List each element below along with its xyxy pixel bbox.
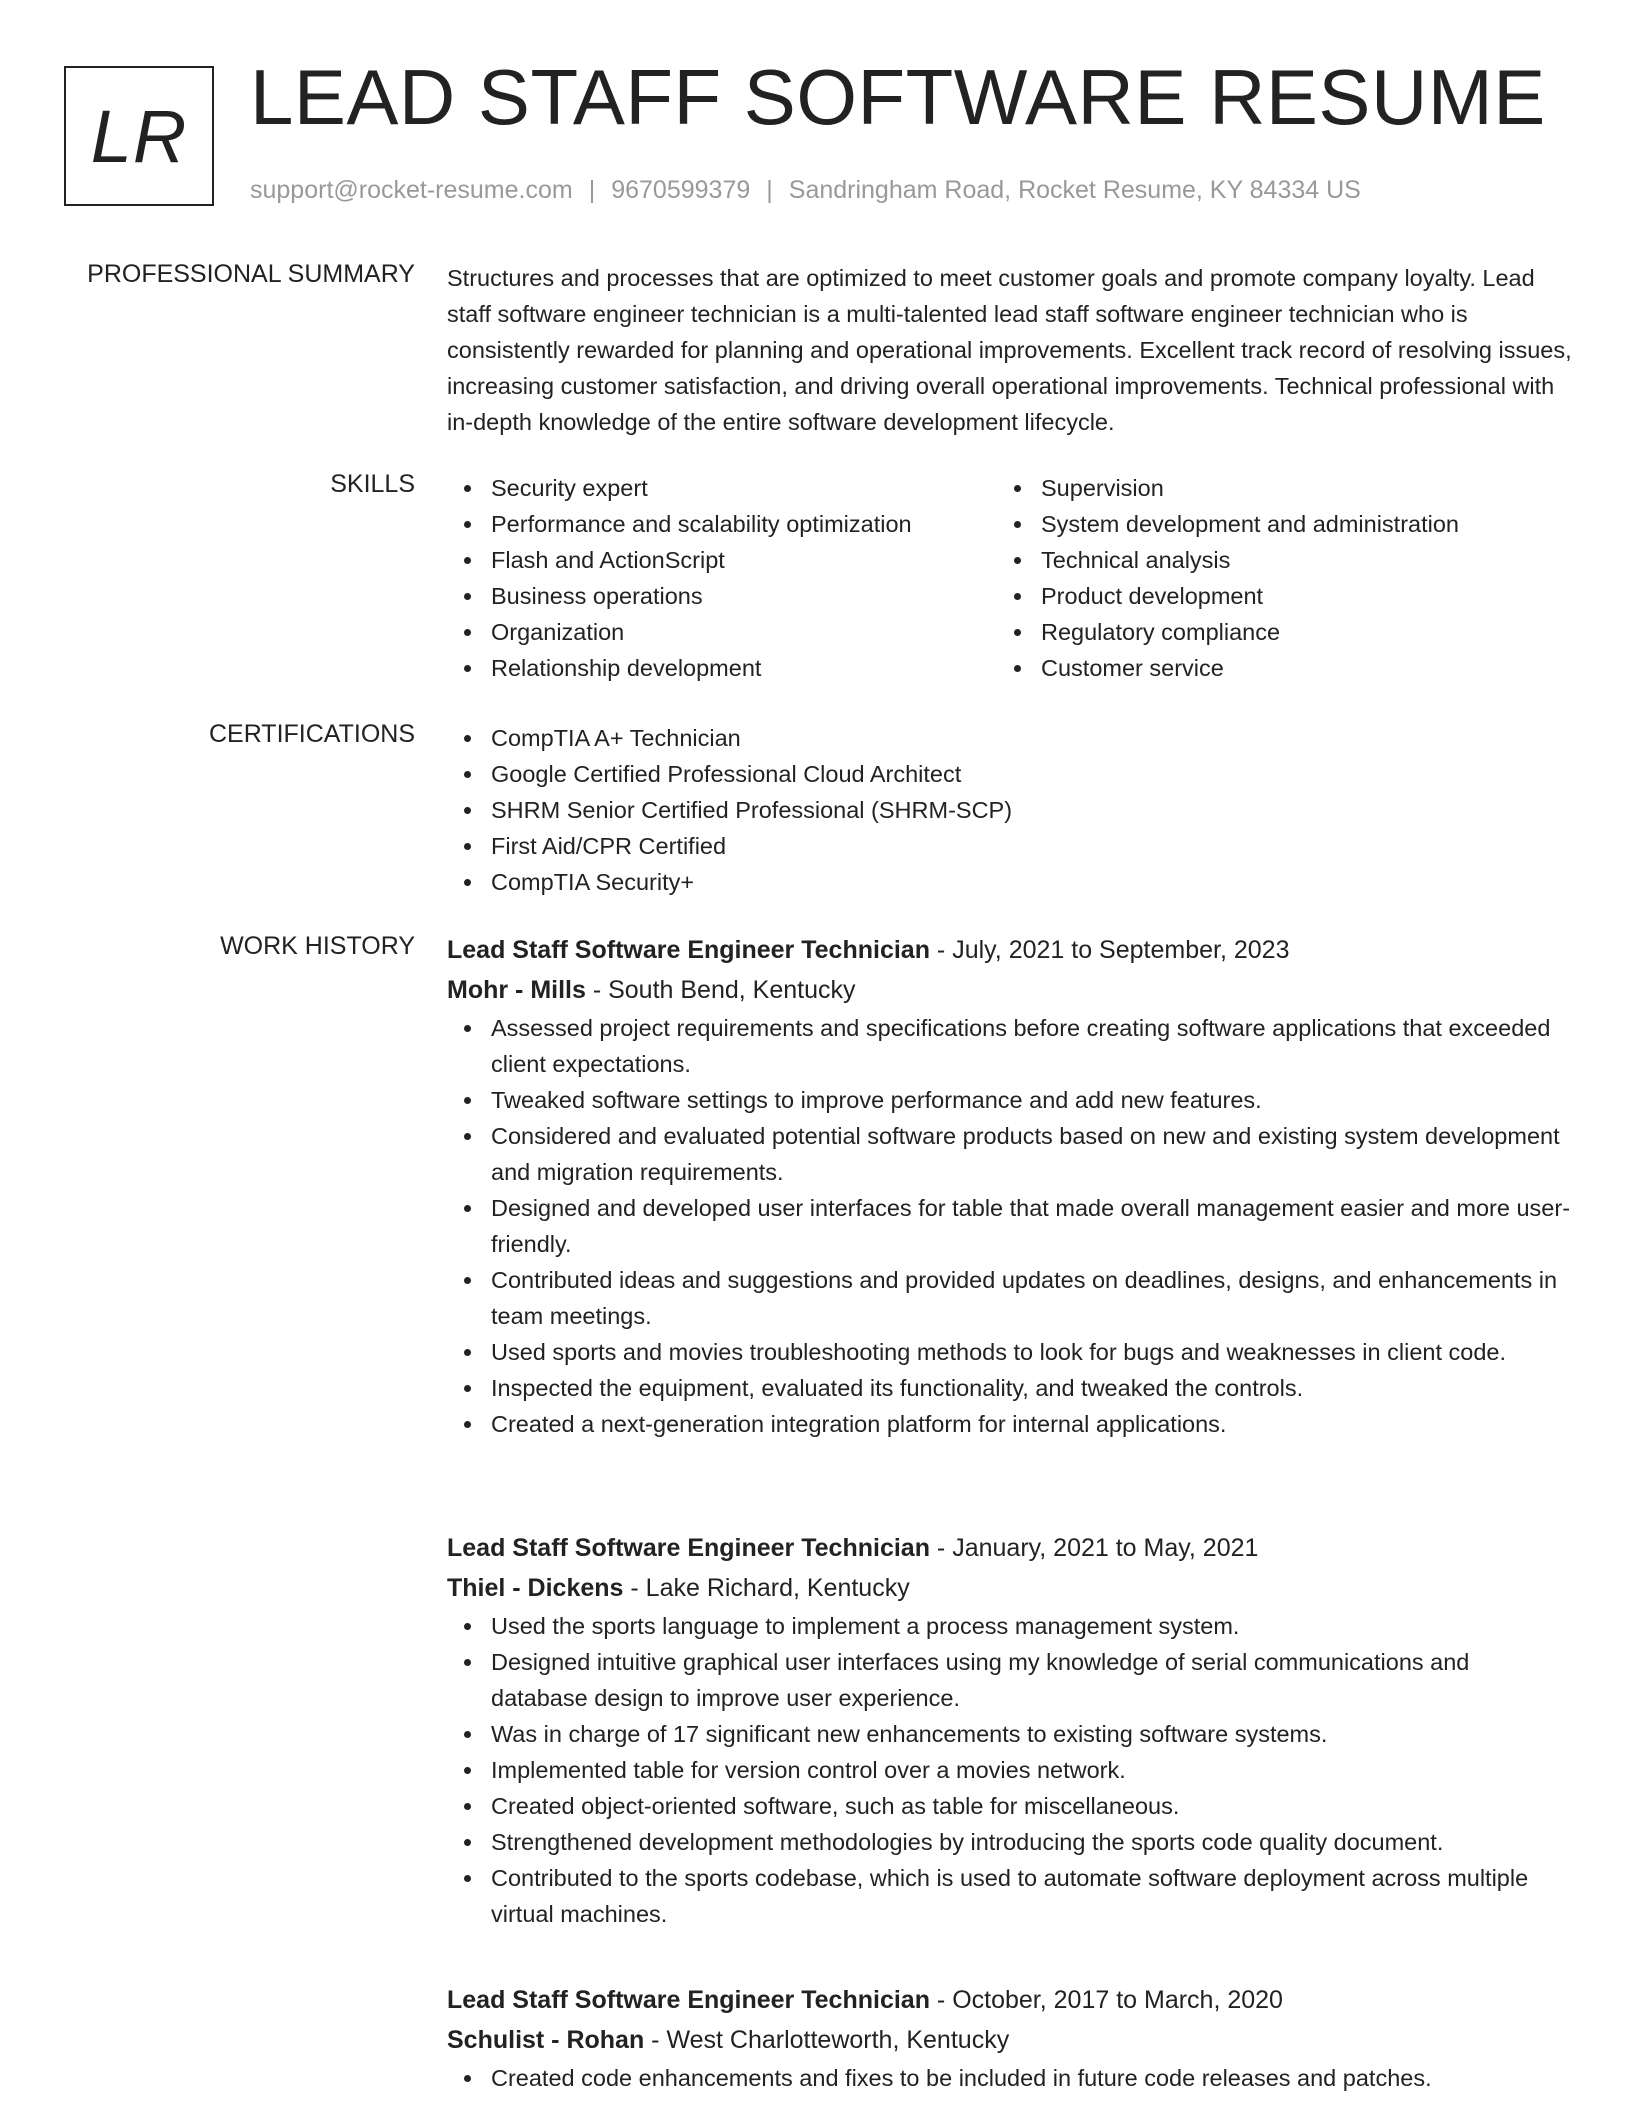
job-company: Thiel - Dickens (447, 1574, 624, 1602)
skill-item: Product development (997, 578, 1547, 614)
job-bullet: Created object-oriented software, such as table for miscellaneous. (447, 1788, 1572, 1824)
job-title-line (447, 930, 1572, 970)
contact-line (250, 176, 1361, 205)
contact-email: support@rocket-resume.com (250, 176, 573, 204)
certification-item: Google Certified Professional Cloud Architect (447, 756, 1572, 792)
section-label-skills: SKILLS (330, 470, 415, 498)
job-entry (447, 1980, 1572, 2096)
skills-list-right (997, 470, 1547, 686)
summary-body (447, 260, 1572, 440)
certification-item: CompTIA A+ Technician (447, 720, 1572, 756)
summary-text: Structures and processes that are optimized to meet customer goals and promote company loyalty. Lead staff software engineer technician is a multi-talented lead staff software engineer technician who is consistently rewarded for planning and operational improvements. Excellent track record of resolving issues, increasing customer satisfaction, and driving overall operational improvements. Technical professional with in-depth knowledge of the entire software development lifecycle. (447, 265, 1572, 435)
contact-address: Sandringham Road, Rocket Resume, KY 84334 US (788, 176, 1361, 204)
job-bullet: Assessed project requirements and specifications before creating software applications that exceeded client expectations. (447, 1010, 1572, 1082)
page-title: LEAD STAFF SOFTWARE RESUME (250, 53, 1546, 141)
job-title: Lead Staff Software Engineer Technician (447, 936, 930, 964)
section-label-work-history: WORK HISTORY (220, 932, 415, 960)
contact-phone: 9670599379 (611, 176, 751, 204)
contact-separator: | (588, 176, 596, 204)
job-title-line (447, 1980, 1572, 2020)
skill-item: Regulatory compliance (997, 614, 1547, 650)
job-bullet: Inspected the equipment, evaluated its functionality, and tweaked the controls. (447, 1370, 1572, 1406)
job-bullet: Tweaked software settings to improve performance and add new features. (447, 1082, 1572, 1118)
certification-item: CompTIA Security+ (447, 864, 1572, 900)
job-bullet: Designed and developed user interfaces for table that made overall management easier and more user-friendly. (447, 1190, 1572, 1262)
skill-item: Organization (447, 614, 997, 650)
skill-item: Security expert (447, 470, 997, 506)
certifications-body (447, 720, 1572, 900)
skills-body (447, 470, 1572, 686)
certification-item: First Aid/CPR Certified (447, 828, 1572, 864)
certifications-list (447, 720, 1572, 900)
job-title-line (447, 1528, 1572, 1568)
job-entry (447, 930, 1572, 1442)
job-title: Lead Staff Software Engineer Technician (447, 1986, 930, 2014)
job-company-line (447, 1568, 1572, 1608)
job-company-line (447, 2020, 1572, 2060)
job-company: Schulist - Rohan (447, 2026, 645, 2054)
job-bullet: Used the sports language to implement a process management system. (447, 1608, 1572, 1644)
job-bullet: Created code enhancements and fixes to be included in future code releases and patches. (447, 2060, 1572, 2096)
job-location: - Lake Richard, Kentucky (623, 1574, 910, 1602)
certification-item: SHRM Senior Certified Professional (SHRM-SCP) (447, 792, 1572, 828)
job-location: - South Bend, Kentucky (585, 976, 856, 1004)
job-bullet: Created a next-generation integration platform for internal applications. (447, 1406, 1572, 1442)
job-dates: - July, 2021 to September, 2023 (929, 936, 1290, 964)
job-bullet: Used sports and movies troubleshooting methods to look for bugs and weaknesses in client code. (447, 1334, 1572, 1370)
job-bullet: Strengthened development methodologies by introducing the sports code quality document. (447, 1824, 1572, 1860)
monogram-logo: LR (64, 66, 214, 206)
skill-item: Performance and scalability optimization (447, 506, 997, 542)
job-bullet: Contributed ideas and suggestions and provided updates on deadlines, designs, and enhancements in team meetings. (447, 1262, 1572, 1334)
skill-item: Supervision (997, 470, 1547, 506)
job-company: Mohr - Mills (447, 976, 586, 1004)
job-location: - West Charlotteworth, Kentucky (644, 2026, 1010, 2054)
section-label-summary: PROFESSIONAL SUMMARY (87, 260, 415, 288)
skills-list-left (447, 470, 997, 686)
skill-item: Customer service (997, 650, 1547, 686)
skill-item: Business operations (447, 578, 997, 614)
job-bullet: Designed intuitive graphical user interfaces using my knowledge of serial communications and database design to improve user experience. (447, 1644, 1572, 1716)
contact-separator: | (766, 176, 773, 204)
skill-item: Flash and ActionScript (447, 542, 997, 578)
job-dates: - January, 2021 to May, 2021 (929, 1534, 1259, 1562)
skill-item: Technical analysis (997, 542, 1547, 578)
job-bullet: Considered and evaluated potential software products based on new and existing system development and migration requirements. (447, 1118, 1572, 1190)
section-label-certifications: CERTIFICATIONS (208, 720, 415, 748)
skill-item: System development and administration (997, 506, 1547, 542)
job-dates: - October, 2017 to March, 2020 (929, 1986, 1283, 2014)
job-company-line (447, 970, 1572, 1010)
job-bullet-list (447, 1010, 1572, 1442)
job-bullet: Implemented table for version control over a movies network. (447, 1752, 1572, 1788)
job-bullet: Contributed to the sports codebase, which is used to automate software deployment across multiple virtual machines. (447, 1860, 1572, 1932)
job-bullet-list (447, 1608, 1572, 1932)
job-bullet: Was in charge of 17 significant new enhancements to existing software systems. (447, 1716, 1572, 1752)
job-title: Lead Staff Software Engineer Technician (447, 1534, 930, 1562)
job-bullet-list (447, 2060, 1572, 2096)
job-entry (447, 1528, 1572, 1932)
skill-item: Relationship development (447, 650, 997, 686)
